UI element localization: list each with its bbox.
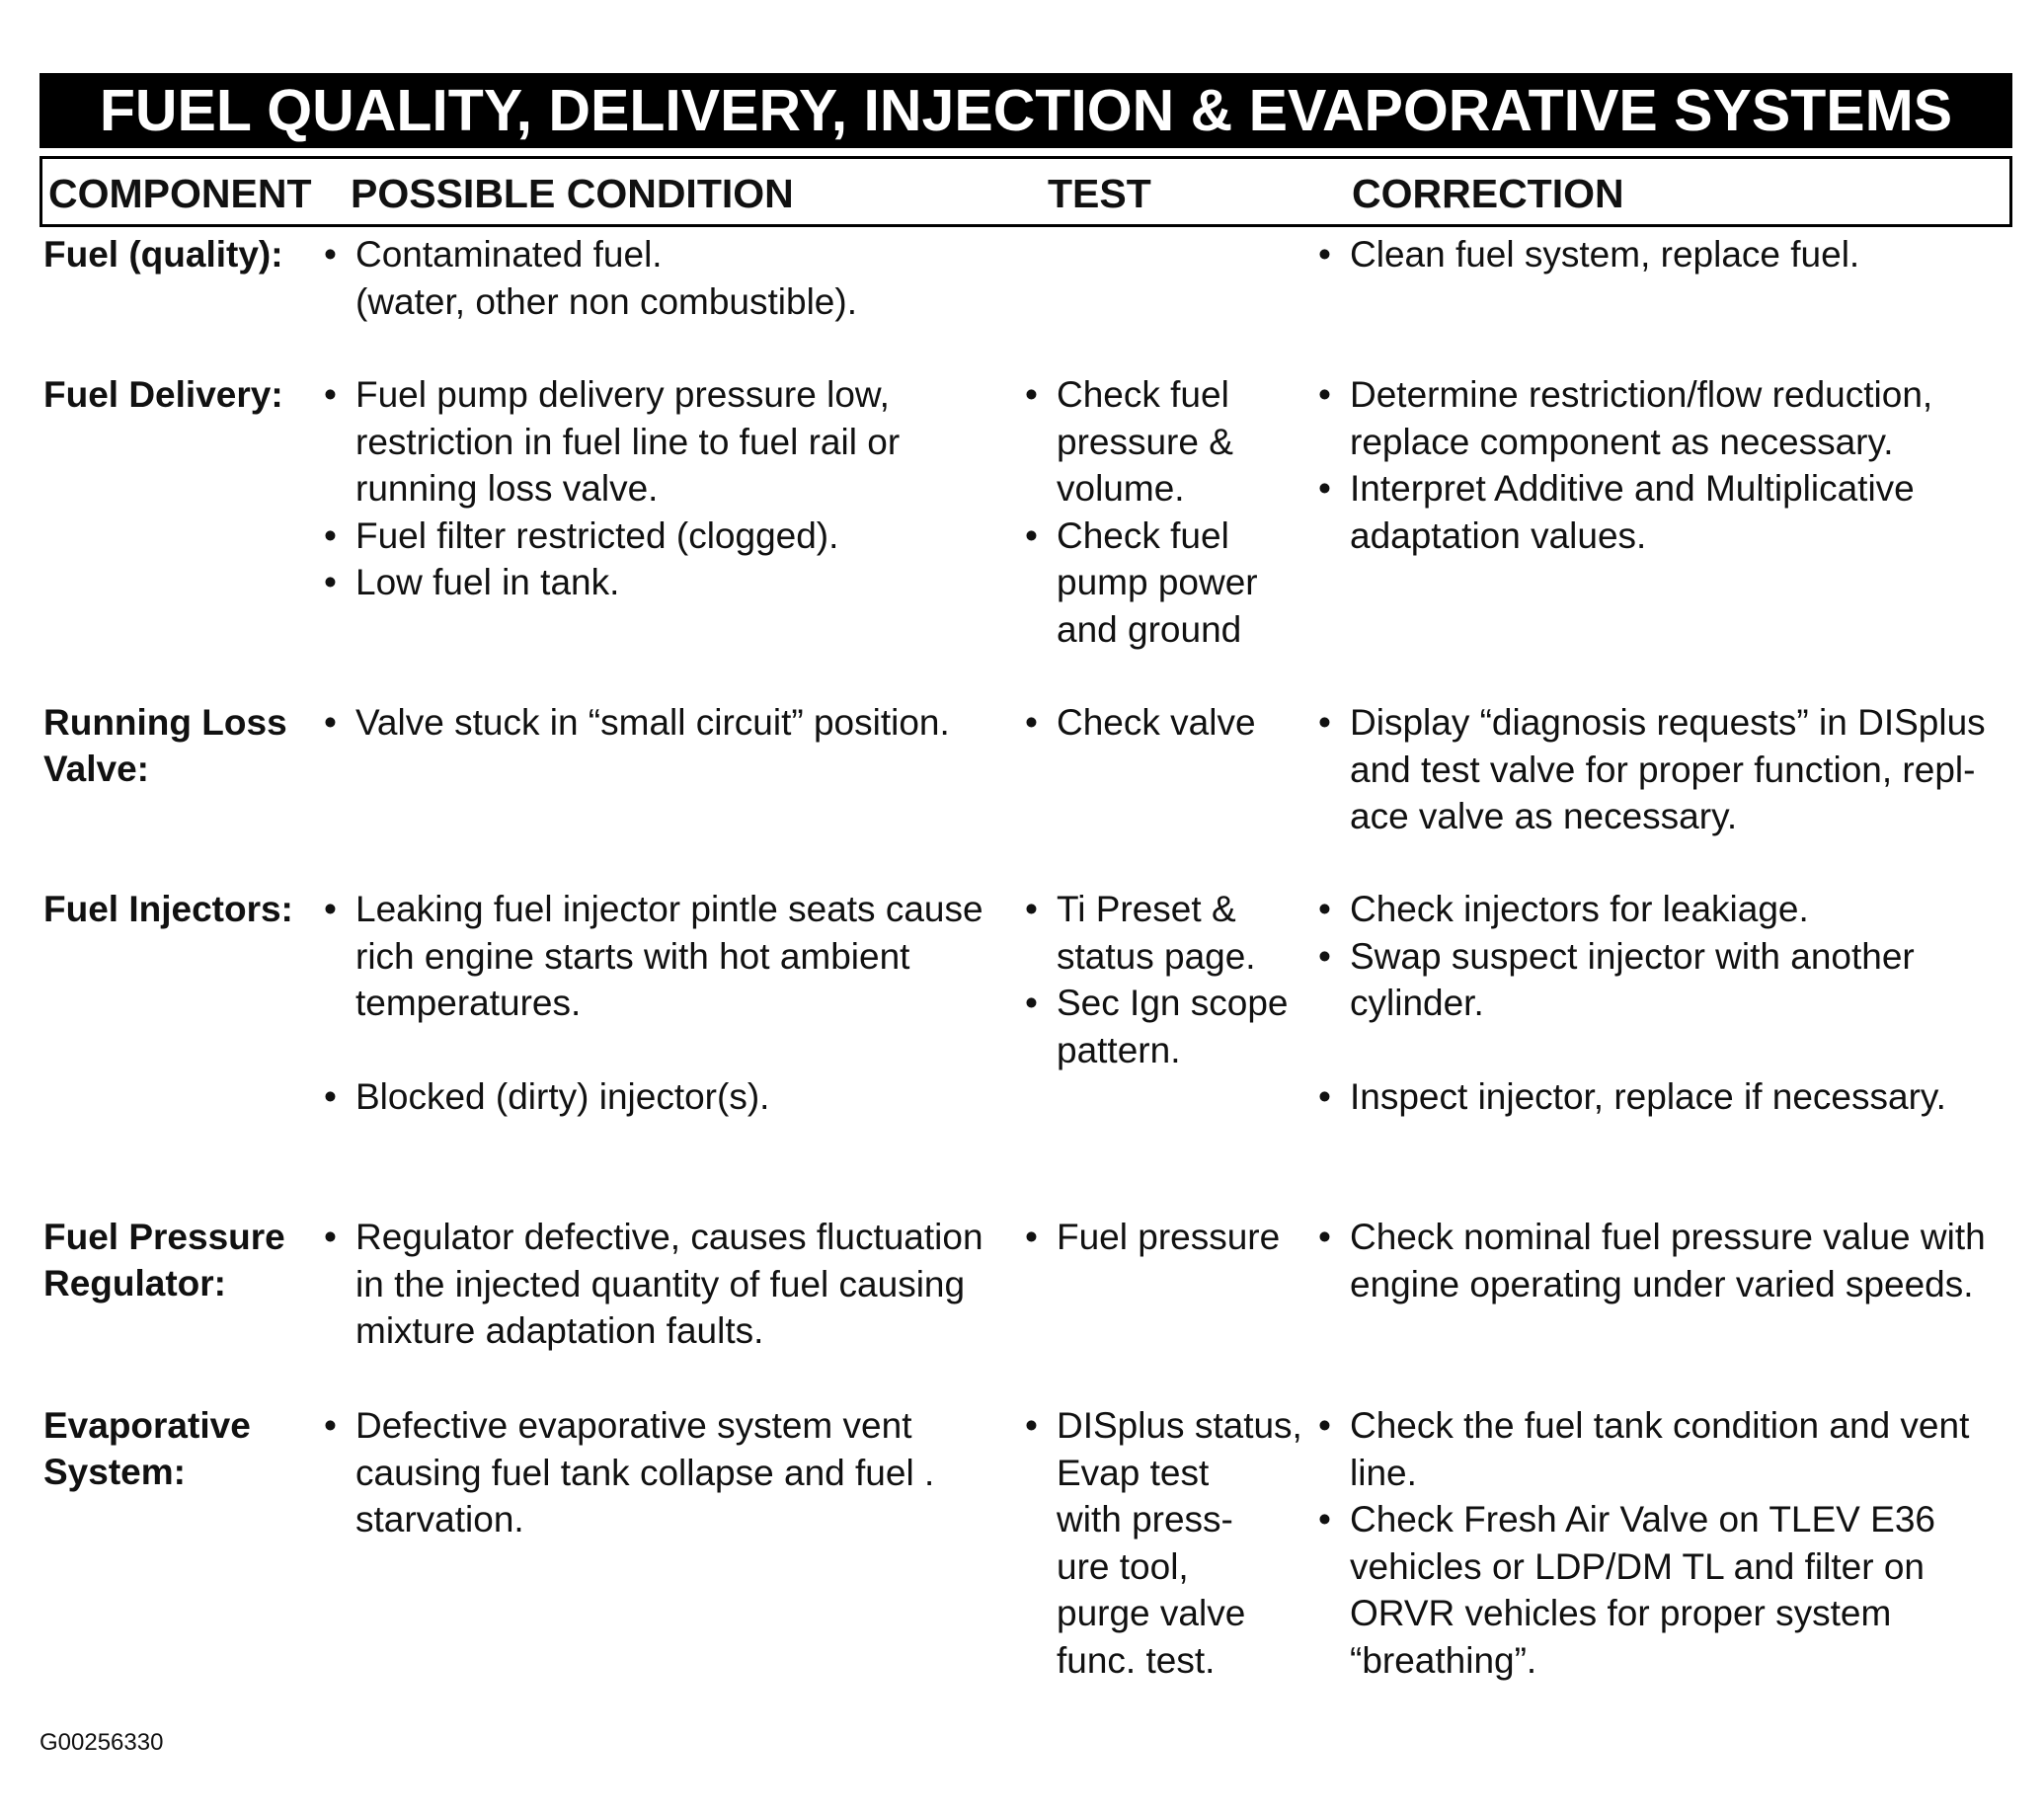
test-cell xyxy=(1025,371,1311,653)
condition-line: Regulator defective, causes fluctuation xyxy=(355,1217,983,1257)
condition-item xyxy=(324,1214,1005,1355)
test-line: pressure & xyxy=(1057,421,1233,462)
condition-line: restriction in fuel line to fuel rail or xyxy=(355,421,901,462)
component-line: Regulator: xyxy=(43,1263,226,1303)
condition-line: running loss valve. xyxy=(355,468,659,509)
component-name xyxy=(43,699,330,792)
item-gap xyxy=(324,1027,1005,1073)
test-line: Check fuel xyxy=(1057,374,1229,415)
condition-line: in the injected quantity of fuel causing xyxy=(355,1263,966,1304)
bullet-icon: • xyxy=(324,374,337,415)
component-line: Evaporative xyxy=(43,1405,251,1446)
condition-line: mixture adaptation faults. xyxy=(355,1310,764,1351)
bullet-icon: • xyxy=(1318,374,1331,415)
correction-line: adaptation values. xyxy=(1350,514,1647,556)
correction-line: replace component as necessary. xyxy=(1350,421,1894,462)
condition-line: temperatures. xyxy=(355,983,582,1023)
condition-line: Valve stuck in “small circuit” position. xyxy=(355,702,950,743)
correction-cell xyxy=(1318,699,2029,840)
correction-item xyxy=(1318,933,2029,1027)
test-line: with press- xyxy=(1057,1499,1233,1540)
header-test: TEST xyxy=(1048,171,1151,216)
correction-line: Inspect injector, replace if necessary. xyxy=(1350,1075,1946,1117)
component-name xyxy=(43,231,330,277)
bullet-icon: • xyxy=(1318,468,1331,509)
correction-line: engine operating under varied speeds. xyxy=(1350,1263,1974,1304)
condition-line: Fuel filter restricted (clogged). xyxy=(355,514,839,556)
test-line: purge valve xyxy=(1057,1593,1246,1633)
correction-line: Interpret Additive and Multiplicative xyxy=(1350,468,1915,509)
condition-line: Contaminated fuel. xyxy=(355,234,663,275)
bullet-icon: • xyxy=(1318,1217,1331,1257)
condition-line: Defective evaporative system vent xyxy=(355,1405,912,1446)
component-line: System: xyxy=(43,1452,186,1492)
condition-cell xyxy=(324,886,1005,1120)
condition-line: rich engine starts with hot ambient xyxy=(355,935,910,977)
correction-line: Display “diagnosis requests” in DISplus xyxy=(1350,702,1986,743)
bullet-icon: • xyxy=(324,889,337,929)
test-line: func. test. xyxy=(1057,1639,1216,1681)
bullet-icon: • xyxy=(324,1405,337,1446)
correction-cell xyxy=(1318,1214,2029,1307)
figure-id: G00256330 xyxy=(39,1729,164,1756)
test-line: Check valve xyxy=(1057,702,1256,743)
bullet-icon: • xyxy=(1318,702,1331,743)
correction-item xyxy=(1318,699,2029,840)
correction-line: Check nominal fuel pressure value with xyxy=(1350,1217,1986,1257)
correction-line: vehicles or LDP/DM TL and filter on xyxy=(1350,1545,1925,1587)
bullet-icon: • xyxy=(1318,1075,1331,1117)
correction-line: Determine restriction/flow reduction, xyxy=(1350,374,1933,415)
test-line: Ti Preset & xyxy=(1057,889,1236,929)
header-correction: CORRECTION xyxy=(1352,171,1624,216)
condition-item xyxy=(324,231,1005,325)
condition-item xyxy=(324,1073,1005,1121)
condition-line: Leaking fuel injector pintle seats cause xyxy=(355,889,983,929)
correction-line: ace valve as necessary. xyxy=(1350,796,1738,836)
condition-item xyxy=(324,1402,1005,1543)
test-line: Sec Ign scope xyxy=(1057,983,1289,1023)
test-cell xyxy=(1025,1402,1311,1684)
test-item xyxy=(1025,699,1311,747)
condition-item xyxy=(324,559,1005,606)
condition-line: Fuel pump delivery pressure low, xyxy=(355,374,890,415)
correction-item xyxy=(1318,886,2029,933)
item-gap xyxy=(1318,1027,2029,1073)
condition-item xyxy=(324,513,1005,560)
test-line: volume. xyxy=(1057,468,1185,509)
condition-item xyxy=(324,886,1005,1027)
bullet-icon: • xyxy=(324,514,337,556)
correction-line: “breathing”. xyxy=(1350,1639,1537,1681)
component-line: Running Loss xyxy=(43,702,287,743)
condition-cell xyxy=(324,1214,1005,1355)
correction-line: Check Fresh Air Valve on TLEV E36 xyxy=(1350,1499,1935,1540)
bullet-icon: • xyxy=(1318,889,1331,929)
test-line: Check fuel xyxy=(1057,514,1229,556)
component-name xyxy=(43,1402,330,1495)
correction-cell xyxy=(1318,371,2029,559)
correction-item xyxy=(1318,371,2029,465)
correction-line: Check the fuel tank condition and vent xyxy=(1350,1405,1970,1446)
test-line: and ground xyxy=(1057,608,1242,650)
bullet-icon: • xyxy=(1025,983,1038,1023)
correction-cell xyxy=(1318,886,2029,1120)
component-line: Valve: xyxy=(43,749,149,789)
test-cell xyxy=(1025,1214,1311,1261)
bullet-icon: • xyxy=(1318,234,1331,275)
component-line: Fuel (quality): xyxy=(43,234,283,275)
condition-item xyxy=(324,699,1005,747)
correction-line: Swap suspect injector with another xyxy=(1350,935,1915,977)
condition-line: causing fuel tank collapse and fuel . xyxy=(355,1452,935,1493)
correction-item xyxy=(1318,1214,2029,1307)
bullet-icon: • xyxy=(1025,889,1038,929)
bullet-icon: • xyxy=(1025,1217,1038,1257)
bullet-icon: • xyxy=(324,1217,337,1257)
correction-line: cylinder. xyxy=(1350,983,1484,1023)
condition-line: Low fuel in tank. xyxy=(355,562,620,602)
test-line: status page. xyxy=(1057,935,1256,977)
test-cell xyxy=(1025,886,1311,1073)
header-component: COMPONENT xyxy=(48,171,312,216)
test-item xyxy=(1025,371,1311,513)
component-line: Fuel Pressure xyxy=(43,1217,285,1257)
correction-cell xyxy=(1318,1402,2029,1684)
correction-item xyxy=(1318,231,2029,278)
bullet-icon: • xyxy=(324,562,337,602)
correction-cell xyxy=(1318,231,2029,278)
correction-line: line. xyxy=(1350,1452,1417,1493)
bullet-icon: • xyxy=(1025,374,1038,415)
bullet-icon: • xyxy=(1318,935,1331,977)
test-item xyxy=(1025,1402,1311,1684)
bullet-icon: • xyxy=(1025,702,1038,743)
component-name xyxy=(43,371,330,418)
test-item xyxy=(1025,1214,1311,1261)
correction-line: Clean fuel system, replace fuel. xyxy=(1350,234,1860,275)
correction-item xyxy=(1318,1402,2029,1496)
correction-line: and test valve for proper function, repl- xyxy=(1350,749,1976,790)
test-line: Fuel pressure xyxy=(1057,1217,1281,1257)
condition-line: starvation. xyxy=(355,1499,524,1540)
correction-line: ORVR vehicles for proper system xyxy=(1350,1593,1892,1633)
bullet-icon: • xyxy=(324,702,337,743)
test-line: pump power xyxy=(1057,562,1258,602)
table-header-row xyxy=(39,156,2012,227)
component-line: Fuel Delivery: xyxy=(43,374,283,415)
condition-line: (water, other non combustible). xyxy=(355,280,857,322)
bullet-icon: • xyxy=(324,234,337,275)
correction-line: Check injectors for leakiage. xyxy=(1350,889,1809,929)
correction-item xyxy=(1318,465,2029,559)
test-line: Evap test xyxy=(1057,1452,1210,1493)
test-item xyxy=(1025,980,1311,1073)
bullet-icon: • xyxy=(1318,1405,1331,1446)
test-line: pattern. xyxy=(1057,1029,1181,1070)
condition-cell xyxy=(324,699,1005,747)
bullet-icon: • xyxy=(1318,1499,1331,1540)
condition-cell xyxy=(324,1402,1005,1543)
condition-cell xyxy=(324,371,1005,606)
page-title: FUEL QUALITY, DELIVERY, INJECTION & EVAPORATIVE SYSTEMS xyxy=(39,73,2012,148)
bullet-icon: • xyxy=(1025,514,1038,556)
correction-item xyxy=(1318,1496,2029,1684)
bullet-icon: • xyxy=(324,1075,337,1117)
test-line: DISplus status, xyxy=(1057,1405,1302,1446)
condition-item xyxy=(324,371,1005,513)
condition-line: Blocked (dirty) injector(s). xyxy=(355,1075,770,1117)
test-line: ure tool, xyxy=(1057,1545,1189,1587)
component-line: Fuel Injectors: xyxy=(43,889,293,929)
test-item xyxy=(1025,886,1311,980)
header-condition: POSSIBLE CONDITION xyxy=(351,171,794,216)
bullet-icon: • xyxy=(1025,1405,1038,1446)
condition-cell xyxy=(324,231,1005,325)
correction-item xyxy=(1318,1073,2029,1121)
test-cell xyxy=(1025,699,1311,747)
component-name xyxy=(43,886,330,932)
component-name xyxy=(43,1214,330,1306)
test-item xyxy=(1025,513,1311,654)
